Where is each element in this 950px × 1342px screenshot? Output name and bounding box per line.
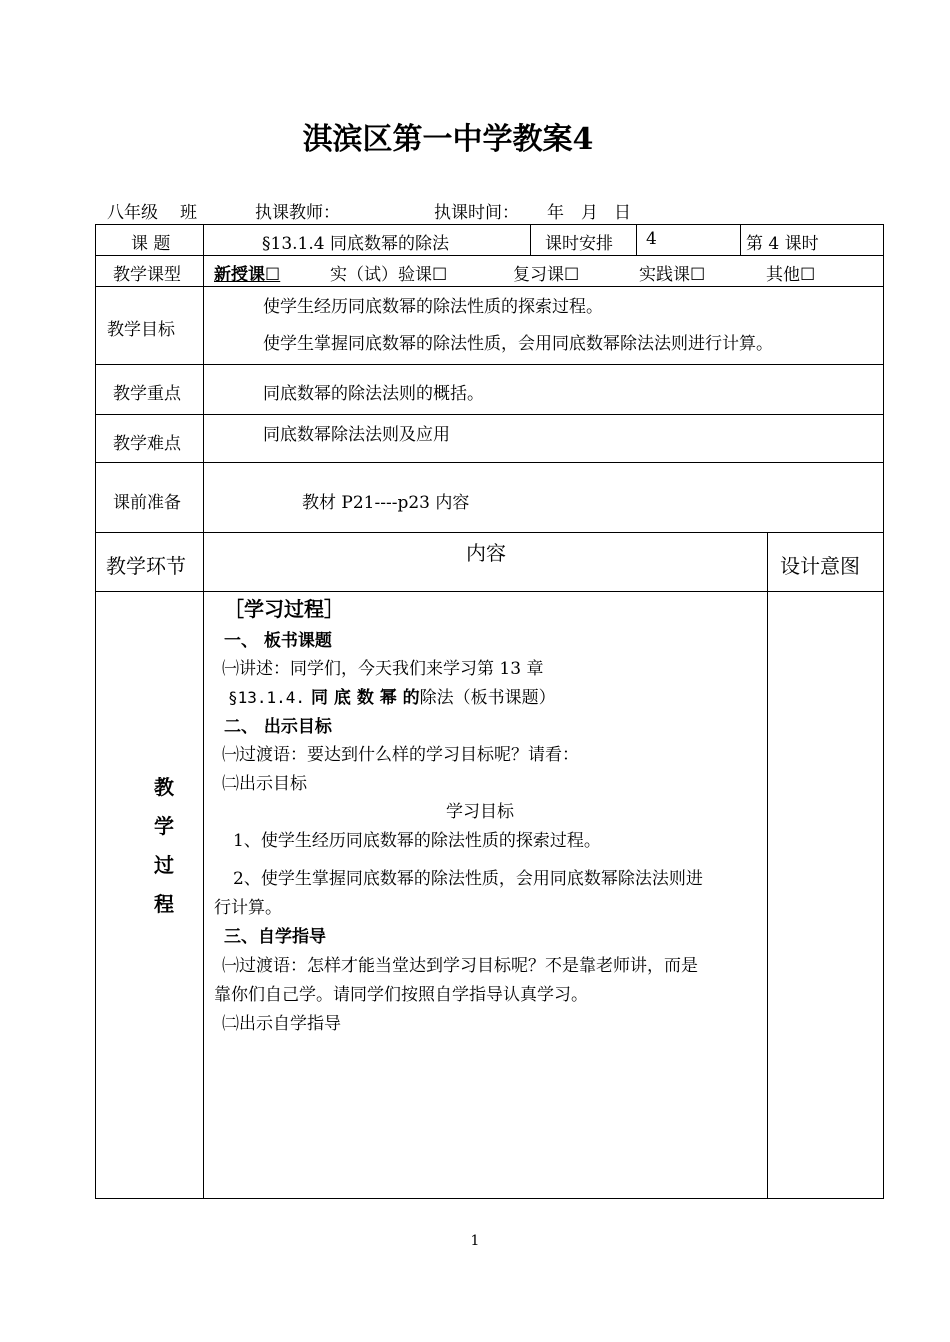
table-rule [95,364,884,365]
lesson-type-option: 新授课☐ [214,265,281,285]
goals-heading: 学习目标 [446,802,514,822]
difficulty-label: 教学难点 [113,434,181,454]
content-label: 内容 [466,541,506,565]
table-rule [95,462,884,463]
time-label: 执课时间： [434,203,519,223]
day-label: 日 [614,203,631,223]
year-label: 年 [547,203,564,223]
step1-line: ㈠讲述：同学们，今天我们来学习第 13 章 [222,659,544,679]
goals-label: 教学目标 [107,320,175,340]
table-col-divider [636,224,637,256]
prep-label: 课前准备 [113,493,181,513]
process-label-char: 程 [154,892,174,916]
goal-item: 使学生掌握同底数幂的除法性质，会用同底数幂除法法则进行计算。 [263,334,773,354]
table-rule [95,532,884,533]
schedule-label: 课时安排 [545,234,613,254]
topic-value: §13.1.4 同底数幂的除法 [262,234,449,254]
section-label: 教学环节 [106,554,186,578]
process-heading: ［学习过程］ [224,597,344,621]
table-col-divider [767,532,768,1199]
process-label [149,768,179,924]
table-rule [95,591,884,592]
table-border-top [95,224,884,225]
page-number: 1 [470,1233,480,1249]
table-rule [95,414,884,415]
table-border-right [883,224,884,1199]
lesson-type-option: 其他☐ [766,265,816,285]
step2-title: 二、 出示目标 [224,717,332,737]
table-col-divider [740,224,741,256]
lesson-type-option: 复习课☐ [513,265,580,285]
step3-line: ㈡出示自学指导 [222,1014,341,1034]
step3-line: ㈠过渡语：怎样才能当堂达到学习目标呢？不是靠老师讲，而是 [222,956,698,976]
teacher-label: 执课教师： [255,203,340,223]
process-label-char: 教 [154,775,174,799]
process-label-char: 过 [154,853,174,877]
step1-title: 一、 板书课题 [224,631,332,651]
topic-label: 课 题 [131,234,171,254]
grade-label: 八年级 [107,203,158,223]
table-rule [95,255,884,256]
step2-line: ㈡出示目标 [222,774,307,794]
table-col-divider [530,224,531,256]
table-rule [95,286,884,287]
design-label: 设计意图 [780,554,860,578]
table-col-divider [203,224,204,1199]
key-point-label: 教学重点 [113,384,181,404]
month-label: 月 [581,203,598,223]
key-point-value: 同底数幂的除法法则的概括。 [263,384,484,404]
period-label: 第 4 课时 [746,234,819,254]
lesson-type-option: 实践课☐ [639,265,706,285]
schedule-value: 4 [646,229,657,249]
step3-title: 三、自学指导 [224,927,326,947]
table-border-bottom [95,1198,884,1199]
goal-line: 1、使学生经历同底数幂的除法性质的探索过程。 [233,831,601,851]
goal-line: 行计算。 [214,898,282,918]
step1-line [228,683,556,708]
difficulty-value: 同底数幂除法法则及应用 [263,425,450,445]
page-title: 淇滨区第一中学教案4 [302,122,594,157]
class-label: 班 [180,203,197,223]
lesson-type-label: 教学课型 [113,265,181,285]
step2-line: ㈠过渡语：要达到什么样的学习目标呢？请看： [222,745,579,765]
process-label-char: 学 [154,814,174,838]
goal-line: 2、使学生掌握同底数幂的除法性质，会用同底数幂除法法则进 [233,869,703,889]
topic-bold: 同 底 数 幂 的 [305,688,420,708]
goal-item: 使学生经历同底数幂的除法性质的探索过程。 [263,297,603,317]
table-border-left [95,224,96,1199]
step3-line: 靠你们自己学。请同学们按照自学指导认真学习。 [214,985,588,1005]
section-code: §13.1.4. [228,688,306,707]
prep-value: 教材 P21----p23 内容 [302,493,470,513]
topic-rest: 除法（板书课题） [419,688,556,708]
lesson-type-option: 实（试）验课☐ [330,265,448,285]
